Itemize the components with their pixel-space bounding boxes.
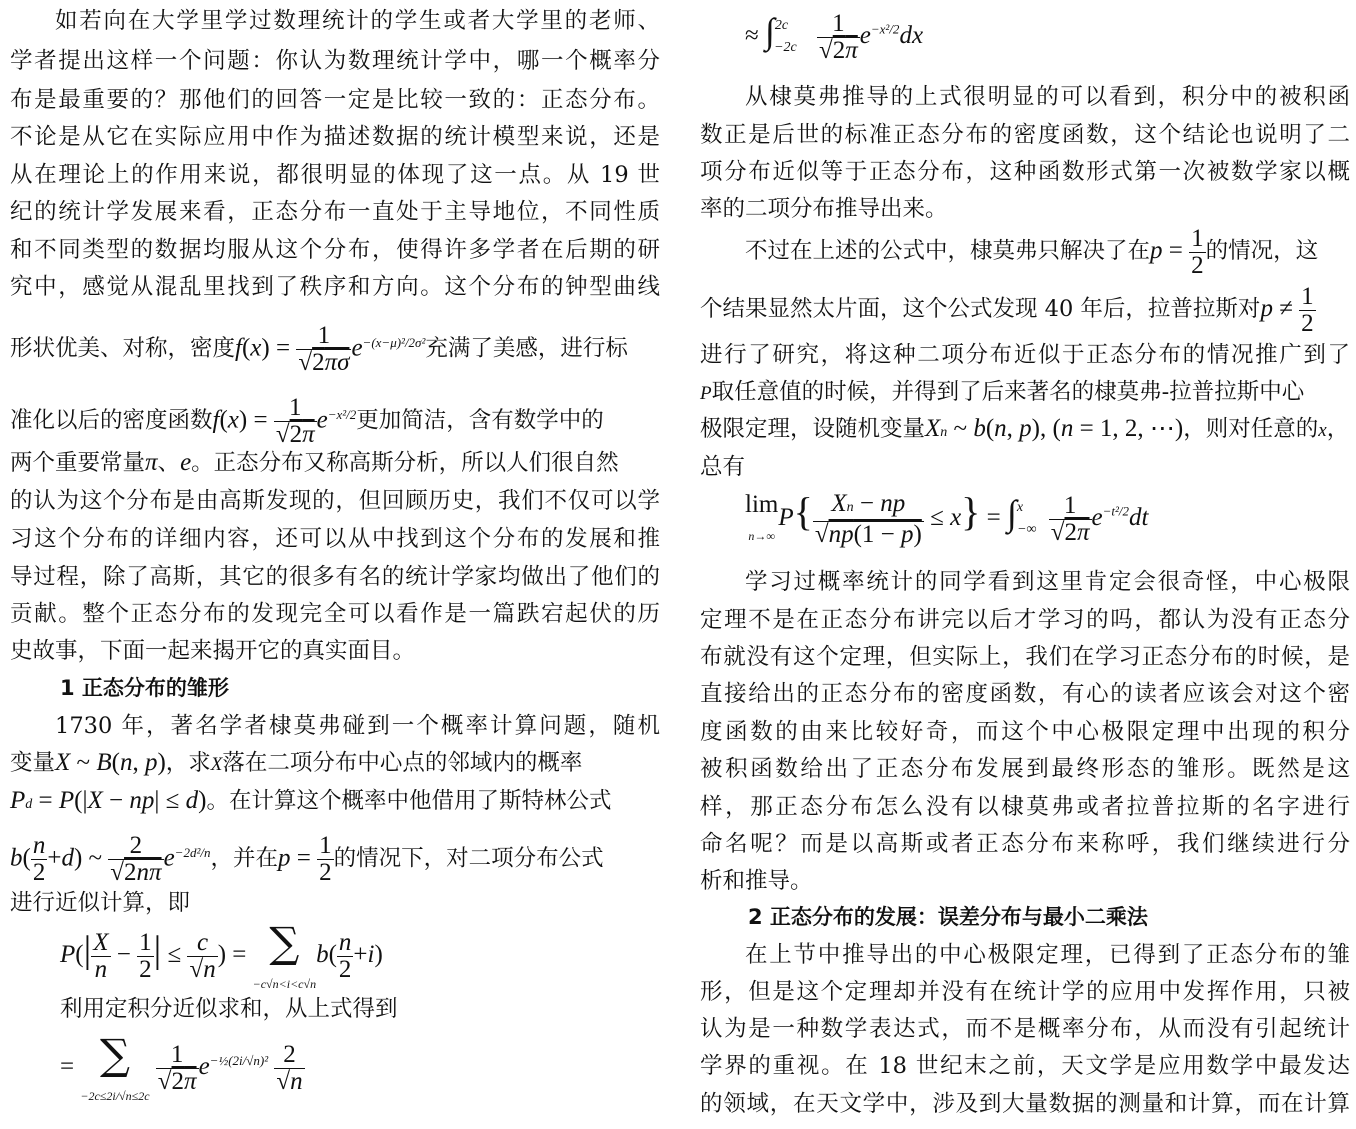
text-line: 不论是从它在实际应用中作为描述数据的统计模型来说，还是 bbox=[10, 124, 660, 150]
text-line: P取任意值的时候，并得到了后来著名的棣莫弗-拉普拉斯中心 bbox=[700, 379, 1305, 405]
text-line: 在上节中推导出的中心极限定理，已得到了正态分布的雏 bbox=[745, 942, 1350, 968]
text-line: 导过程，除了高斯，其它的很多有名的统计学家均做出了他们的 bbox=[10, 564, 660, 590]
text-line: 的领域，在天文学中，涉及到大量数据的测量和计算，而在计算 bbox=[700, 1091, 1350, 1117]
equation-4: lim n→∞P{ $\frac{Xn - np}{√np(1 - p)}$ ≤ x} = ∫$^x_{-\infty}$ $\frac{1}{√2\pi}$ $e^{-t^2/2}dt$ bbox=[745, 489, 1149, 548]
text-line: 从棣莫弗推导的上式很明显的可以看到，积分中的被积函 bbox=[745, 84, 1350, 110]
text-line: 数正是后世的标准正态分布的密度函数，这个结论也说明了二 bbox=[700, 122, 1350, 148]
section-heading: 2 正态分布的发展：误差分布与最小二乘法 bbox=[748, 905, 1148, 929]
text-line: 项分布近似等于正态分布，这种函数形式第一次被数学家以概 bbox=[700, 159, 1350, 185]
text-line: 学习过概率统计的同学看到这里肯定会很奇怪，中心极限 bbox=[745, 569, 1350, 595]
text-line: 直接给出的正态分布的密度函数，有心的读者应该会对这个密 bbox=[700, 681, 1350, 707]
text-line: 不过在上述的公式中，棣莫弗只解决了在p = $\frac{1}{2}$ 的情况，这 bbox=[745, 224, 1319, 279]
text-line: 1730 年，著名学者棣莫弗碰到一个概率计算问题，随机 bbox=[55, 713, 660, 739]
text-line: 度函数的由来比较好奇，而这个中心极限定理中出现的积分 bbox=[700, 719, 1350, 745]
text-line: 定理不是在正态分布讲完以后才学习的吗，都认为没有正态分 bbox=[700, 607, 1350, 633]
text-line: 和不同类型的数据均服从这个分布，使得许多学者在后期的研 bbox=[10, 237, 660, 263]
text-line: 命名呢？而是以高斯或者正态分布来称呼，我们继续进行分 bbox=[700, 831, 1350, 857]
text-line: 贡献。整个正态分布的发现完全可以看作是一篇跌宕起伏的历 bbox=[10, 601, 660, 627]
density-formula: f bbox=[235, 334, 242, 362]
text-line-stirling: b( $\frac{n}{2}$ +d) ~ $\frac{2}{√2n\pi}$ $e^{-2d^2/n}$，并在p = $\frac{1}{2}$ 的情况下，对二项分布公式 bbox=[10, 832, 604, 886]
text-line: 利用定积分近似求和，从上式得到 bbox=[60, 996, 398, 1022]
text-line: 个结果显然太片面，这个公式发现 40 年后，拉普拉斯对p ≠ $\frac{1}{2}$ bbox=[700, 282, 1314, 337]
text-line: 总有 bbox=[700, 454, 746, 480]
text-line: 析和推导。 bbox=[700, 868, 813, 894]
text-line: 习这个分布的详细内容，还可以从中找到这个分布的发展和推 bbox=[10, 526, 660, 552]
text-line: 极限定理，设随机变量Xn ~ b(n, p), (n = 1, 2, ⋯)，则对任意的x， bbox=[700, 415, 1350, 442]
text-line: 学者提出这样一个问题：你认为数理统计学中，哪一个概率分 bbox=[10, 48, 660, 74]
text-line: 两个重要常量π、e。正态分布又称高斯分析，所以人们很自然 bbox=[10, 449, 619, 476]
text-line: 布就没有这个定理，但实际上，我们在学习正态分布的时候，是 bbox=[700, 644, 1350, 670]
text-line: 布是最重要的？那他们的回答一定是比较一致的：正态分布。 bbox=[10, 87, 660, 113]
text-line: 学界的重视。在 18 世纪末之前，天文学是应用数学中最发达 bbox=[700, 1053, 1350, 1079]
text-line: 认为是一种数学表达式，而不是概率分布，从而没有引起统计 bbox=[700, 1016, 1350, 1042]
text-line: 究中，感觉从混乱里找到了秩序和方向。这个分布的钟型曲线 bbox=[10, 274, 660, 300]
equation-3: ≈ ∫$^{2c}_{-2c}$ $\frac{1}{√2\pi}$ $e^{-x^2/2}dx$ bbox=[745, 9, 924, 64]
equation-2: = ∑ −2c≤2i/√n≤2c $\frac{1}{√2\pi}$ $e^{-\frac{1}{2}(2i/√n)^2}$ $\frac{2}{√n}$ bbox=[60, 1030, 303, 1103]
section-heading: 1 正态分布的雏形 bbox=[60, 676, 229, 700]
text-line-density: 形状优美、对称，密度f(x) = $\frac{1}{√2\pi\sigma}$ $e^{-(x-\mu)^2/2\sigma^2}$充满了美感，进行标 bbox=[10, 322, 628, 376]
text-line: 被积函数给出了正态分布发展到最终形态的雏形。既然是这 bbox=[700, 756, 1350, 782]
text-line-std-density: 准化以后的密度函数f(x) = $\frac{1}{√2\pi}$ $e^{-x^2/2}$更加简洁，含有数学中的 bbox=[10, 394, 604, 448]
text-line: 变量X ~ B(n, p)，求X落在二项分布中心点的邻域内的概率 bbox=[10, 749, 583, 776]
text-line: 形，但是这个定理却并没有在统计学的应用中发挥作用，只被 bbox=[700, 979, 1350, 1005]
text-line: 的认为这个分布是由高斯发现的，但回顾历史，我们不仅可以学 bbox=[10, 488, 660, 514]
text-line: 如若向在大学里学过数理统计的学生或者大学里的老师、 bbox=[55, 8, 660, 34]
text-line: Pd = P(|X − np| ≤ d)。在计算这个概率中他借用了斯特林公式 bbox=[10, 787, 612, 814]
text-line: 纪的统计学发展来看，正态分布一直处于主导地位，不同性质 bbox=[10, 199, 660, 225]
text-line: 从在理论上的作用来说，都很明显的体现了这一点。从 19 世 bbox=[10, 162, 660, 188]
text-line: 率的二项分布推导出来。 bbox=[700, 196, 948, 222]
fraction: $\frac{1}{√2\pi\sigma}$ bbox=[298, 322, 350, 376]
equation-1: P(| $\frac{X}{n}$ − $\frac{1}{2}$ | ≤ $\frac{c}{√n}$ ) = ∑ −c√n<i<c√nb( $\frac{n}{2}$ +i) bbox=[60, 918, 383, 991]
fraction: $\frac{1}{√2\pi}$ bbox=[275, 394, 315, 448]
text-line: 进行了研究，将这种二项分布近似于正态分布的情况推广到了 bbox=[700, 342, 1350, 368]
text-line: 样，那正态分布怎么没有以棣莫弗或者拉普拉斯的名字进行 bbox=[700, 794, 1350, 820]
text-line: 进行近似计算，即 bbox=[10, 890, 191, 916]
text-line: 史故事，下面一起来揭开它的真实面目。 bbox=[10, 638, 416, 664]
